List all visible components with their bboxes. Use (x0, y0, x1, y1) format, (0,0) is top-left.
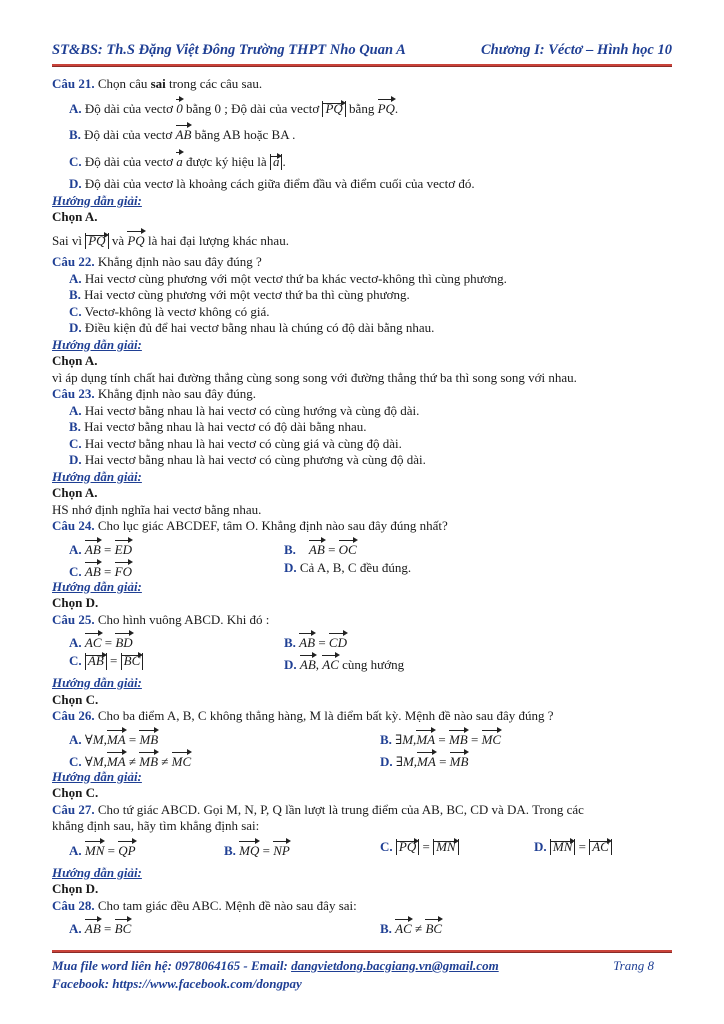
solution-heading: Hướng dẫn giải: (52, 336, 142, 352)
option-b (52, 287, 666, 304)
document-body (52, 76, 666, 936)
option-a: A. ∀M,MA = MB (69, 728, 158, 749)
facebook-link[interactable]: Facebook: https://www.facebook.com/dongpay (52, 976, 302, 991)
vector: AB (85, 917, 101, 938)
option-label: B. (284, 635, 296, 650)
vector-abs: PQ (322, 101, 345, 118)
option-text: bằng 0 ; Độ dài của vectơ (182, 100, 323, 116)
option-label: A. (69, 842, 82, 858)
quantifier: ∃M, (395, 731, 417, 747)
option-label: C. (69, 753, 82, 769)
question-stem-cont: khẳng định sau, hãy tìm khẳng định sai: (52, 818, 260, 833)
vector: AB (85, 560, 101, 581)
options-row (52, 835, 666, 861)
vector: CD (329, 631, 347, 652)
explanation: HS nhớ định nghĩa hai vectơ bằng nhau. (52, 501, 262, 517)
option-d (52, 320, 666, 337)
option-label: A. (69, 541, 82, 557)
footer-text: Mua file word liên hệ: 0978064165 - Email: (52, 958, 292, 973)
question-27 (52, 802, 666, 819)
vector: QP (118, 839, 135, 860)
footer-rule (52, 950, 672, 953)
vector: MA (417, 750, 436, 771)
vector: FO (115, 560, 132, 581)
option-label: D. (69, 320, 82, 335)
option-label: D. (69, 176, 82, 191)
option-c: C. AB = FO (69, 560, 132, 581)
answer: Chọn D. (52, 881, 99, 896)
vector: PQ (378, 97, 395, 118)
question-number: Câu 28. (52, 897, 95, 913)
option-a: A. AB = ED (69, 538, 132, 559)
question-stem: trong các câu sau. (165, 76, 263, 91)
option-label: B. (69, 127, 81, 142)
option-text: bằng AB hoặc BA . (191, 127, 296, 142)
question-26 (52, 708, 666, 725)
option-d (52, 176, 666, 193)
vector-abs: MN (433, 839, 459, 856)
option-label: A. (69, 635, 82, 650)
option-a: A. MN = QP (69, 839, 136, 860)
email-link[interactable]: dangvietdong.bacgiang.vn@gmail.com (291, 958, 499, 973)
option-label: C. (69, 153, 82, 169)
option-c: C. ∀M,MA ≠ MB ≠ MC (69, 750, 191, 771)
vector: MN (85, 839, 105, 860)
option-text: Hai vectơ bằng nhau là hai vectơ có cùng phương và cùng độ dài. (81, 452, 426, 467)
vector: MC (172, 750, 192, 771)
option-text: . (282, 153, 286, 169)
vector-abs: PQ (85, 233, 108, 250)
options-row (52, 557, 666, 579)
vector: BC (115, 917, 132, 938)
page-footer (52, 957, 672, 993)
option-text: Hai vectơ bằng nhau là hai vectơ có cùng giá và cùng độ dài. (81, 435, 402, 451)
question-stem: Khẳng định nào sau đây đúng ? (94, 254, 262, 269)
option-text: Độ dài của vectơ là khoảng cách giữa điểm đầu và điểm cuối của vectơ đó. (81, 176, 475, 191)
vector: ED (115, 538, 132, 559)
explanation: vì áp dụng tính chất hai đường thẳng cùng song song với đường thẳng thứ ba thì song song với nhau. (52, 369, 577, 385)
vector: MB (450, 750, 469, 771)
question-number: Câu 26. (52, 708, 95, 723)
vector: AC (85, 631, 102, 652)
answer: Chọn A. (52, 353, 98, 368)
option-label: C. (69, 563, 82, 579)
option-text: được ký hiệu là (182, 153, 270, 169)
vector: AB (300, 653, 316, 674)
question-24 (52, 518, 666, 535)
option-a (52, 271, 666, 288)
header-rule (52, 64, 672, 67)
vector: 0 (176, 97, 183, 118)
option-label: D. (534, 838, 547, 854)
option-text: Độ dài của vectơ (81, 100, 177, 116)
option-a: A. AB = BC (69, 917, 131, 938)
question-number: Câu 22. (52, 254, 95, 269)
question-number: Câu 27. (52, 801, 95, 817)
question-stem: Khẳng định nào sau đây đúng. (94, 386, 257, 401)
quantifier: ∀M, (84, 731, 107, 747)
option-text: cùng hướng (338, 657, 405, 672)
options-row (52, 535, 666, 557)
option-label: B. (69, 287, 81, 302)
question-22 (52, 254, 666, 271)
solution-heading: Hướng dẫn giải: (52, 468, 142, 484)
option-label: C. (69, 653, 82, 668)
option-text: Hai vectơ cùng phương với một vectơ thứ ba thì cùng phương. (80, 287, 410, 302)
vector-abs: a (270, 154, 283, 171)
question-number: Câu 24. (52, 518, 95, 533)
solution-heading: Hướng dẫn giải: (52, 768, 142, 784)
option-b: B. AC ≠ BC (380, 917, 442, 938)
option-b: B. AB = OC (284, 538, 357, 559)
option-text: Độ dài của vectơ (81, 153, 177, 169)
option-a (52, 403, 666, 420)
question-number: Câu 23. (52, 386, 95, 401)
option-text: Cả A, B, C đều đúng. (296, 559, 412, 575)
vector: NP (273, 839, 290, 860)
quantifier: ∀M, (84, 753, 107, 769)
option-text: Hai vectơ bằng nhau là hai vectơ có cùng hướng và cùng độ dài. (81, 402, 420, 418)
explanation-text: và (108, 232, 128, 248)
option-b: B. AB = CD (284, 631, 347, 652)
option-label: A. (69, 402, 82, 418)
options-row (52, 747, 666, 769)
vector: a (176, 150, 183, 171)
option-d: D. MN = AC (534, 839, 612, 856)
vector: MA (416, 728, 435, 749)
option-text: Điều kiện đủ để hai vectơ bằng nhau là chúng có độ dài bằng nhau. (81, 320, 435, 335)
vector: MB (139, 750, 158, 771)
vector: MB (139, 728, 158, 749)
options-row (52, 914, 666, 936)
vector: MC (482, 728, 502, 749)
solution-heading: Hướng dẫn giải: (52, 578, 142, 594)
option-label: D. (380, 753, 393, 769)
solution-heading: Hướng dẫn giải: (52, 192, 142, 208)
page-number: Trang 8 (613, 958, 654, 973)
vector: MQ (239, 839, 259, 860)
option-d: D. AB, AC cùng hướng (284, 653, 404, 674)
question-stem: Cho tam giác đều ABC. Mệnh đề nào sau đây sai: (94, 897, 357, 913)
footer-contact (52, 957, 672, 975)
question-stem: Cho lục giác ABCDEF, tâm O. Khẳng định nào sau đây đúng nhất? (94, 518, 448, 533)
option-b: B. ∃M,MA = MB = MC (380, 728, 501, 749)
vector: MA (107, 728, 126, 749)
vector-abs: AB (85, 653, 107, 670)
vector: AB (85, 538, 101, 559)
question-25 (52, 612, 666, 629)
option-d (284, 560, 411, 577)
answer: Chọn D. (52, 595, 99, 610)
option-a (52, 97, 666, 118)
option-a: A. AC = BD (69, 631, 133, 652)
question-number: Câu 21. (52, 76, 95, 91)
option-c (52, 436, 666, 453)
question-23 (52, 386, 666, 403)
option-label: C. (380, 838, 393, 854)
option-text: Hai vectơ cùng phương với một vectơ thứ ba khác vectơ-không thì cùng phương. (81, 270, 507, 286)
option-text: Hai vectơ bằng nhau là hai vectơ có độ dài bằng nhau. (80, 419, 367, 434)
option-c: C. AB = BC (69, 653, 143, 670)
option-d (52, 452, 666, 469)
vector: MB (449, 728, 468, 749)
option-c (52, 150, 666, 171)
quantifier: ∃M, (395, 753, 418, 769)
question-stem: Cho hình vuông ABCD. Khi đó : (94, 611, 270, 627)
option-label: B. (284, 541, 296, 557)
answer: Chọn A. (52, 485, 98, 500)
explanation-text: Sai vì (52, 232, 86, 248)
question-28 (52, 898, 666, 915)
option-label: A. (69, 921, 82, 936)
option-c (52, 304, 666, 321)
header-chapter: Chương I: Véctơ – Hình học 10 (480, 42, 672, 58)
vector-abs: PQ (396, 839, 419, 856)
option-label: A. (69, 731, 82, 747)
vector: AC (322, 653, 339, 674)
option-label: B. (224, 842, 236, 858)
question-21 (52, 76, 666, 93)
option-d: D. ∃M,MA = MB (380, 750, 468, 771)
answer: Chọn C. (52, 785, 99, 800)
option-label: A. (69, 270, 82, 286)
vector: PQ (127, 229, 144, 250)
vector-abs: MN (550, 839, 576, 856)
page-header (52, 38, 672, 62)
vector-abs: AC (589, 839, 612, 856)
header-author: ST&BS: Th.S Đặng Việt Đông Trường THPT Nho Quan A (52, 42, 406, 58)
option-b: B. MQ = NP (224, 839, 290, 860)
emphasis: sai (150, 76, 166, 91)
answer: Chọn C. (52, 691, 99, 707)
vector: BD (115, 631, 132, 652)
vector: AB (299, 631, 315, 652)
vector: AB (309, 538, 325, 559)
vector: BC (425, 917, 442, 938)
explanation-text: là hai đại lượng khác nhau. (144, 232, 289, 248)
question-stem: Cho ba điểm A, B, C không thẳng hàng, M là điểm bất kỳ. Mệnh đề nào sau đây đúng ? (94, 708, 554, 723)
vector: MA (107, 750, 126, 771)
option-c: C. PQ = MN (380, 839, 459, 856)
option-text: Vectơ-không là vectơ không có giá. (81, 303, 270, 319)
options-row (52, 628, 666, 650)
question-stem: Chọn câu (97, 76, 151, 91)
option-label: C. (69, 303, 82, 319)
explanation (52, 229, 666, 250)
answer: Chọn A. (52, 209, 98, 224)
option-label: B. (69, 419, 81, 434)
solution-heading: Hướng dẫn giải: (52, 675, 142, 690)
option-label: D. (284, 559, 297, 575)
option-label: C. (69, 435, 82, 451)
option-text: bằng (345, 100, 378, 116)
vector-abs: BC (121, 653, 144, 670)
vector: OC (339, 538, 357, 559)
question-number: Câu 25. (52, 611, 95, 627)
option-b (52, 419, 666, 436)
option-text: . (394, 100, 399, 116)
vector: AC (395, 917, 412, 938)
options-row (52, 725, 666, 747)
option-b (52, 123, 666, 144)
option-label: B. (380, 921, 392, 936)
option-text: Độ dài của vectơ (80, 127, 176, 142)
vector: AB (176, 123, 192, 144)
option-label: B. (380, 731, 392, 747)
option-label: D. (284, 657, 297, 672)
option-label: A. (69, 100, 82, 116)
option-label: D. (69, 452, 82, 467)
solution-heading: Hướng dẫn giải: (52, 864, 142, 880)
options-row (52, 650, 666, 675)
question-stem: Cho tứ giác ABCD. Gọi M, N, P, Q lần lượt là trung điểm của AB, BC, CD và DA. Trong các (94, 801, 584, 817)
